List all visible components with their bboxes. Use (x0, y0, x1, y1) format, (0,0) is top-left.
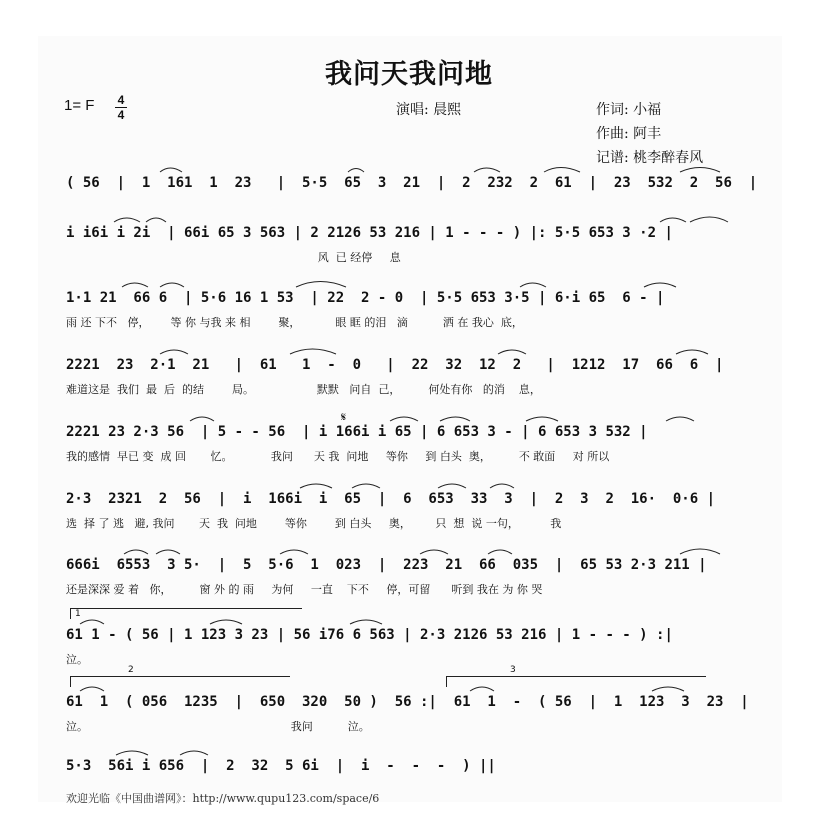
notation-line-1: ( 56 | 1 161 1 23 | 5·5 65 3 21 | 2 232 2 61 | 23 532 2 56 | (66, 175, 758, 191)
notation-line-9: 61 1 ( 056 1235 | 650 320 50 ) 56 :| 61 1 - ( 56 | 1 123 3 23 | (66, 694, 749, 710)
lyric-line-9: 泣。 我问 泣。 (66, 720, 370, 733)
segno-sign: 𝄋 (341, 410, 347, 424)
volta-bracket-3 (446, 676, 706, 677)
notation-line-8: 61 1 - ( 56 | 1 123 3 23 | 56 i76 6 563 | 2·3 2126 53 216 | 1 - - - ) :| (66, 627, 673, 643)
volta-bracket-1 (70, 608, 302, 609)
notation-line-4: 2221 23 2·1 21 | 61 1 - 0 | 22 32 12 2 | 1212 17 66 6 | (66, 357, 724, 373)
lyric-line-3: 雨 还 下不 停， 等 你 与我 来 相 聚， 眼 眶 的泪 滴 洒 在 我心 底， (66, 316, 523, 329)
lyric-line-7: 还是深深 爱 着 你， 窗 外 的 雨 为何 一直 下不 停，可留 听到 我在 为 你 哭 (66, 583, 543, 596)
lyric-line-4: 难道这是 我们 最 后 的结 局。 默默 问自 己， 何处有你 的消 息， (66, 383, 541, 396)
lyric-line-8: 泣。 (66, 653, 88, 666)
time-signature-bottom: 4 (117, 108, 125, 122)
volta-bracket-2 (70, 676, 290, 677)
volta-label-2: 2 (128, 665, 134, 675)
song-title: 我问天我问地 (325, 59, 493, 90)
lyricist-credit: 作词: 小福 (596, 102, 662, 118)
lyric-line-6: 选 择 了 逃 避, 我问 天 我 问地 等你 到 白头 奥， 只 想 说 一句， 我 (66, 517, 562, 530)
time-signature (115, 94, 127, 121)
notation-line-6: 2·3 2321 2 56 | i 166i i 65 | 6 653 33 3 | 2 3 2 16· 0·6 | (66, 491, 716, 507)
composer-credit: 作曲: 阿丰 (596, 126, 662, 142)
footer-website-note: 欢迎光临《中国曲谱网》：http://www.qupu123.com/space/6 (66, 792, 380, 805)
volta-label-3: 3 (510, 665, 516, 675)
transcriber-credit: 记谱: 桃李醉春风 (596, 150, 704, 166)
notation-line-7: 666i 6553 3 5· | 5 5·6 1 023 | 223 21 66 035 | 65 53 2·3 211 | (66, 557, 707, 573)
lyric-line-2: 风 已 经停 息 (66, 251, 401, 264)
notation-line-3: 1·1 21 66 6 | 5·6 16 1 53 | 22 2 - 0 | 5·5 653 3·5 | 6·i 65 6 - | (66, 290, 665, 306)
lyric-line-5: 我的感情 早已 变 成 回 忆。 我问 天 我 问地 等你 到 白头 奥， 不 敢面 对 所以 (66, 450, 610, 463)
notation-line-5: 2221 23 2·3 56 | 5 - - 56 | i 166i i 65 | 6 653 3 - | 6 653 3 532 | (66, 424, 648, 440)
singer-credit: 演唱: 晨熙 (396, 102, 462, 118)
time-signature-top: 4 (117, 93, 125, 107)
notation-line-10: 5·3 56i i 656 | 2 32 5 6i | i - - - ) || (66, 758, 496, 774)
volta-label-1: 1 (75, 609, 81, 619)
key-signature: 1= F (64, 97, 95, 114)
notation-line-2: i i6i i 2i | 66i 65 3 563 | 2 2126 53 216 | 1 - - - ) |: 5·5 653 3 ·2 | (66, 225, 673, 241)
